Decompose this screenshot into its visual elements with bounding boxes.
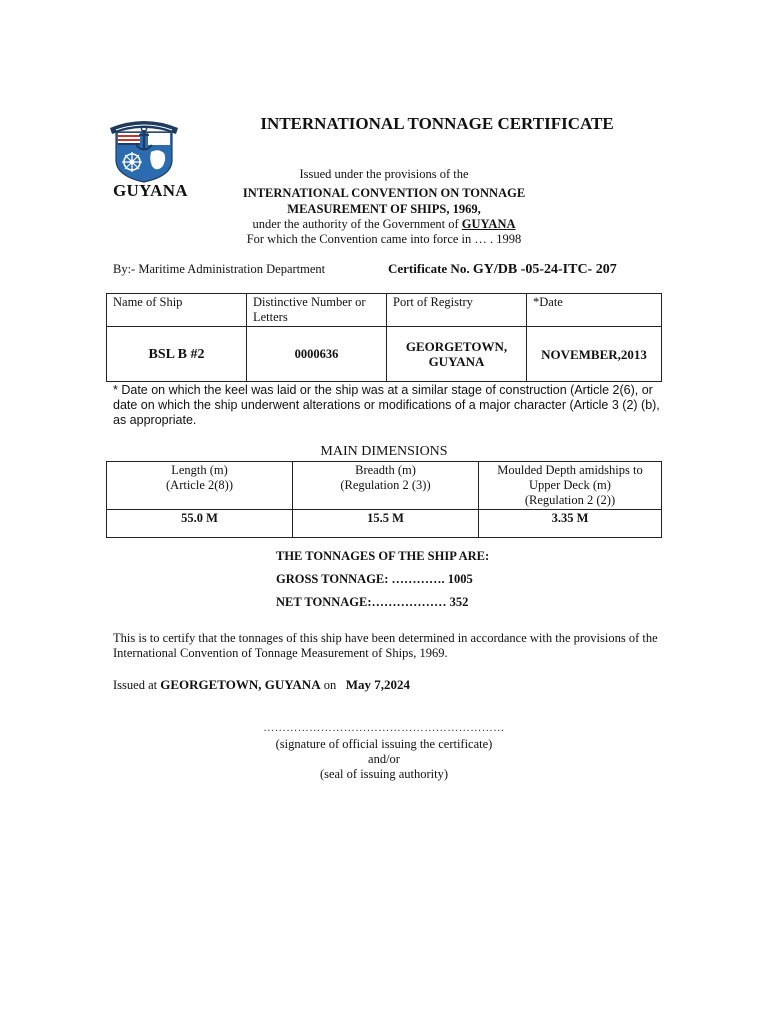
length-value: 55.0 M (107, 510, 293, 538)
ship-details-table (106, 293, 662, 382)
port-of-registry: GEORGETOWN, GUYANA (387, 327, 527, 382)
gross-tonnage: GROSS TONNAGE: …………. 1005 (276, 572, 473, 586)
certificate-title: INTERNATIONAL TONNAGE CERTIFICATE (260, 114, 614, 133)
header-date: *Date (527, 294, 662, 327)
certification-statement: This is to certify that the tonnages of this ship have been determined in accordance with the provisions of the International Convention of Tonnage Measurement of Ships, 1969. (113, 631, 658, 660)
header-name-of-ship: Name of Ship (107, 294, 247, 327)
header-breadth (293, 462, 479, 510)
net-tonnage: NET TONNAGE:……………… 352 (276, 595, 469, 609)
header-breadth-line1: Breadth (m) (355, 463, 416, 477)
issued-on: on (320, 678, 343, 692)
table-row (107, 510, 662, 538)
header-depth-line1: Moulded Depth amidships to (497, 463, 643, 477)
header-length (107, 462, 293, 510)
depth-value: 3.35 M (479, 510, 662, 538)
keel-date: NOVEMBER,2013 (527, 327, 662, 382)
header-length-line2: (Article 2(8)) (166, 478, 233, 492)
certificate-number (388, 261, 617, 278)
header-depth-line3: (Regulation 2 (2)) (524, 493, 616, 507)
signature-caption: (signature of official issuing the certificate) (275, 737, 493, 751)
issued-under-text: Issued under the provisions of the (299, 167, 469, 181)
authority-country: GUYANA (461, 217, 516, 231)
header-port-of-registry: Port of Registry (387, 294, 527, 327)
issued-at-line (113, 677, 410, 693)
table-row (107, 327, 662, 382)
header-moulded-depth (479, 462, 662, 510)
distinctive-number: 0000636 (247, 327, 387, 382)
country-name: GUYANA (113, 181, 188, 200)
table-header-row (107, 294, 662, 327)
convention-name-line2: MEASUREMENT OF SHIPS, 1969, (287, 202, 481, 216)
header-breadth-line2: (Regulation 2 (3)) (340, 478, 431, 492)
header-depth-line2: Upper Deck (m) (529, 478, 611, 492)
header-distinctive-number: Distinctive Number or Letters (247, 294, 387, 327)
force-line: For which the Convention came into force in … . 1998 (246, 232, 522, 246)
certificate-number-value: GY/DB -05-24-ITC- 207 (472, 262, 617, 277)
convention-name-line1: INTERNATIONAL CONVENTION ON TONNAGE (242, 186, 526, 200)
authority-prefix: under the authority of the Government of (252, 217, 462, 231)
issued-place: GEORGETOWN, GUYANA (160, 677, 321, 692)
seal-caption: (seal of issuing authority) (319, 767, 449, 781)
authority-line (0, 217, 768, 232)
ship-name: BSL B #2 (107, 327, 247, 382)
and-or-text: and/or (368, 752, 400, 766)
table-header-row (107, 462, 662, 510)
breadth-value: 15.5 M (293, 510, 479, 538)
issued-date: May 7,2024 (342, 677, 410, 692)
main-dimensions-table (106, 461, 662, 538)
header-length-line1: Length (m) (171, 463, 228, 477)
issued-prefix: Issued at (113, 678, 161, 692)
issuing-department: By:- Maritime Administration Department (113, 262, 326, 276)
main-dimensions-heading: MAIN DIMENSIONS (320, 444, 448, 459)
certificate-number-label: Certificate No. (388, 261, 473, 276)
signature-line: ……………………………………………………… (263, 722, 505, 734)
date-footnote: * Date on which the keel was laid or the ship was at a similar stage of construction (Article 2(6), or date on which the ship underwent alterations or modifications of a major character (Article 3 (2) (b), as appropriate. (113, 383, 660, 427)
tonnage-heading: THE TONNAGES OF THE SHIP ARE: (276, 549, 490, 563)
